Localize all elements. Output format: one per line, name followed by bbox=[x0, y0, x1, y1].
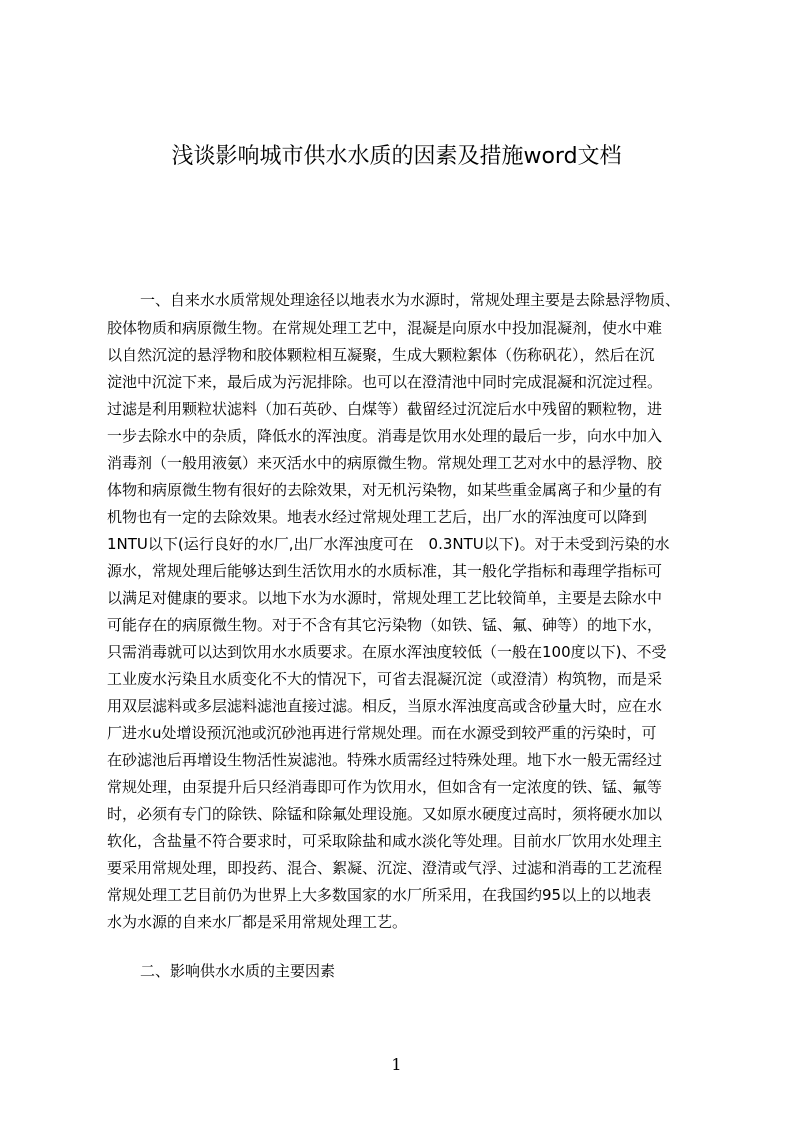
body-line: 在砂滤池后再增设生物活性炭滤池。特殊水质需经过特殊处理。地下水一般无需经过 bbox=[107, 751, 663, 769]
body-line: 源水，常规处理后能够达到生活饮用水的水质标准，其一般化学指标和毒理学指标可 bbox=[107, 562, 663, 580]
body-line: 1NTU以下(运行良好的水厂,出厂水浑浊度可在 0.3NTU以下)。对于未受到污染的水 bbox=[107, 535, 670, 553]
body-line: 淀池中沉淀下来，最后成为污泥排除。也可以在澄清池中同时完成混凝和沉淀过程。 bbox=[107, 373, 663, 391]
body-line: 一、自来水水质常规处理途径以地表水为水源时，常规处理主要是去除悬浮物质、 bbox=[140, 291, 681, 309]
body-line: 工业废水污染且水质变化不大的情况下，可省去混凝沉淀（或澄清）构筑物，而是采 bbox=[107, 670, 663, 688]
document-title: 浅谈影响城市供水水质的因素及措施word文档 bbox=[171, 144, 622, 169]
body-line: 机物也有一定的去除效果。地表水经过常规处理工艺后，出厂水的浑浊度可以降到 bbox=[107, 508, 648, 526]
body-line: 以自然沉淀的悬浮物和胶体颗粒相互凝聚，生成大颗粒絮体（伤称矾花），然后在沉 bbox=[107, 346, 655, 364]
body-line: 水为水源的自来水厂都是采用常规处理工艺。 bbox=[107, 913, 408, 931]
body-line: 胶体物质和病原微生物。在常规处理工艺中，混凝是向原水中投加混凝剂，使水中难 bbox=[107, 319, 663, 337]
body-line: 常规处理工艺目前仍为世界上大多数国家的水厂所采用，在我国约95以上的以地表 bbox=[107, 886, 652, 904]
body-line: 时，必须有专门的除铁、除锰和除氟处理设施。又如原水硬度过高时，须将硬水加以 bbox=[107, 805, 663, 823]
body-line: 体物和病原微生物有很好的去除效果，对无机污染物，如某些重金属离子和少量的有 bbox=[107, 481, 663, 499]
body-line: 只需消毒就可以达到饮用水水质要求。在原水浑浊度较低（一般在100度以下)、不受 bbox=[107, 643, 667, 661]
body-line: 以满足对健康的要求。以地下水为水源时，常规处理工艺比较简单，主要是去除水中 bbox=[107, 589, 663, 607]
body-line: 一步去除水中的杂质，降低水的浑浊度。消毒是饮用水处理的最后一步，向水中加入 bbox=[107, 427, 663, 445]
section2-heading: 二、影响供水水质的主要因素 bbox=[140, 962, 336, 980]
body-line: 常规处理，由泵提升后只经消毒即可作为饮用水，但如含有一定浓度的铁、锰、氟等 bbox=[107, 778, 663, 796]
page-number: 1 bbox=[391, 1055, 402, 1074]
body-line: 用双层滤料或多层滤料滤池直接过滤。相反，当原水浑浊度高或含砂量大时，应在水 bbox=[107, 697, 663, 715]
body-line: 消毒剂（一般用液氨）来灭活水中的病原微生物。常规处理工艺对水中的悬浮物、胶 bbox=[107, 454, 663, 472]
body-line: 软化，含盐量不符合要求时，可采取除盐和咸水淡化等处理。目前水厂饮用水处理主 bbox=[107, 832, 663, 850]
body-line: 过滤是利用颗粒状滤料（加石英砂、白煤等）截留经过沉淀后水中残留的颗粒物，进 bbox=[107, 400, 663, 418]
body-line: 可能存在的病原微生物。对于不含有其它污染物（如铁、锰、氟、砷等）的地下水， bbox=[107, 616, 663, 634]
body-line: 厂进水u处增设预沉池或沉砂池再进行常规处理。而在水源受到较严重的污染时，可 bbox=[107, 724, 657, 742]
body-line: 要采用常规处理，即投药、混合、絮凝、沉淀、澄清或气浮、过滤和消毒的工艺流程 bbox=[107, 859, 663, 877]
